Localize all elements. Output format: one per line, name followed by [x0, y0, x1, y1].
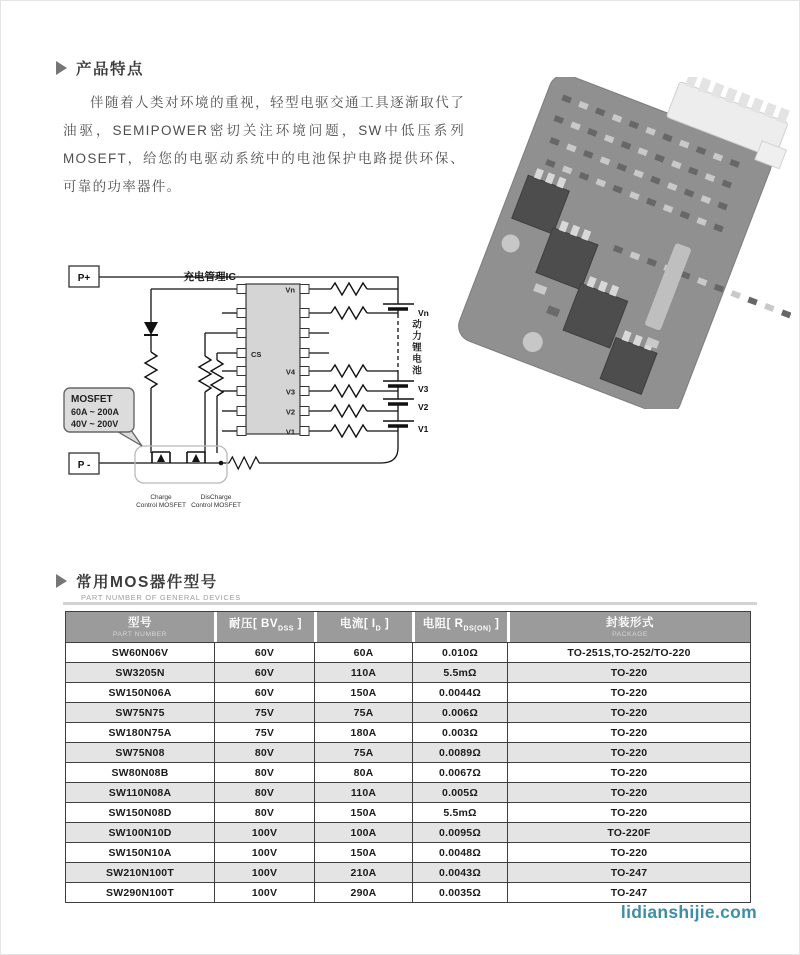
- battery-label-vn: Vn: [418, 308, 429, 318]
- table-cell: SW75N75: [115, 706, 165, 719]
- section-marker-icon: [56, 61, 67, 75]
- table-row: [66, 662, 750, 682]
- table-row: [66, 782, 750, 802]
- callout-current-range: 60A ~ 200A: [71, 407, 119, 417]
- table-cell: 75A: [314, 703, 412, 722]
- ic-pin-v3: V3: [285, 387, 295, 397]
- table-cell: 0.0095Ω: [412, 823, 507, 842]
- table-cell: 80V: [214, 803, 314, 822]
- p-minus-label: P -: [77, 460, 91, 471]
- table-cell: 0.0067Ω: [412, 763, 507, 782]
- column-header-1: 型号 PART NUMBER: [112, 616, 168, 638]
- table-cell: SW75N08: [115, 746, 165, 759]
- table-cell: SW290N100T: [106, 886, 174, 899]
- table-cell: 80A: [314, 763, 412, 782]
- battery-label-v3: V3: [418, 384, 429, 394]
- charge-mosfet-label-1: Charge: [150, 494, 172, 501]
- table-cell: 0.010Ω: [412, 643, 507, 662]
- table-cell: 5.5mΩ: [412, 663, 507, 682]
- table-cell: 75A: [314, 743, 412, 762]
- ic-pin-v4: V4: [285, 367, 295, 377]
- table-row: [66, 802, 750, 822]
- callout-title: MOSFET: [71, 394, 113, 405]
- ic-pin-v2: V2: [285, 407, 295, 417]
- table-cell: SW80N08B: [111, 766, 169, 779]
- table-cell: TO-220: [507, 743, 750, 762]
- table-top-rule: [63, 602, 757, 605]
- table-cell: 150A: [314, 803, 412, 822]
- table-cell: TO-220: [507, 843, 750, 862]
- table-row: [66, 682, 750, 702]
- table-cell: 150A: [314, 683, 412, 702]
- ic-pin-cs: CS: [251, 350, 262, 359]
- column-header-4: 电阻[ $R_{DS(ON)}$ ]: [412, 612, 507, 642]
- ic-pin-vn: Vn: [285, 285, 295, 295]
- table-cell: 0.0035Ω: [412, 883, 507, 902]
- section-title: 产品特点: [76, 61, 145, 78]
- table-cell: 80V: [214, 743, 314, 762]
- table-cell: SW150N06A: [108, 686, 172, 699]
- table-cell: 60V: [214, 643, 314, 662]
- circuit-svg: [31, 256, 429, 522]
- table-cell: TO-220: [507, 803, 750, 822]
- battery-pack-vertical-label: 动力锂电池: [410, 319, 421, 377]
- table-cell: TO-247: [507, 883, 750, 902]
- discharge-mosfet-label-1: DisCharge: [200, 494, 232, 501]
- table-cell: 150A: [314, 843, 412, 862]
- table-cell: TO-247: [507, 863, 750, 882]
- discharge-mosfet-icon: [187, 452, 205, 463]
- table-cell: 60V: [214, 663, 314, 682]
- table-cell: TO-220: [507, 723, 750, 742]
- charge-mosfet-icon: [152, 452, 170, 463]
- table-row: [66, 642, 750, 662]
- table-cell: 0.0089Ω: [412, 743, 507, 762]
- p-plus-label: P+: [77, 273, 91, 284]
- table-cell: 60A: [314, 643, 412, 662]
- table-section-subtitle: PART NUMBER OF GENERAL DEVICES: [81, 593, 241, 602]
- table-cell: TO-220: [507, 783, 750, 802]
- table-cell: 0.0044Ω: [412, 683, 507, 702]
- table-cell: TO-251S,TO-252/TO-220: [507, 643, 750, 662]
- table-cell: 0.005Ω: [412, 783, 507, 802]
- table-row: [66, 882, 750, 902]
- table-cell: 100V: [214, 863, 314, 882]
- pcb-photo: [439, 77, 791, 409]
- table-cell: SW100N10D: [108, 826, 172, 839]
- table-row: [66, 722, 750, 742]
- table-cell: 100V: [214, 823, 314, 842]
- table-cell: 0.003Ω: [412, 723, 507, 742]
- table-cell: TO-220: [507, 763, 750, 782]
- circuit-diagram: [31, 256, 429, 522]
- column-header-5: 封装形式 PACKAGE: [507, 612, 750, 642]
- table-cell: TO-220F: [507, 823, 750, 842]
- table-body: [66, 642, 750, 902]
- table-cell: 110A: [314, 663, 412, 682]
- column-header-2: 耐压[ $BV_{DSS}$ ]: [214, 612, 314, 642]
- table-cell: SW180N75A: [108, 726, 172, 739]
- table-row: [66, 842, 750, 862]
- table-cell: 180A: [314, 723, 412, 742]
- table-cell: 110A: [314, 783, 412, 802]
- table-cell: 0.006Ω: [412, 703, 507, 722]
- table-section-title: 常用MOS器件型号: [76, 574, 218, 591]
- ic-pin-v1: V1: [285, 427, 295, 437]
- table-cell: 5.5mΩ: [412, 803, 507, 822]
- table-cell: 0.0048Ω: [412, 843, 507, 862]
- callout-voltage-range: 40V ~ 200V: [71, 419, 119, 429]
- discharge-mosfet-label-2: Control MOSFET: [191, 502, 241, 509]
- table-cell: TO-220: [507, 663, 750, 682]
- column-header-3: 电流[ $I_D$ ]: [314, 612, 412, 642]
- table-row: [66, 822, 750, 842]
- battery-label-v1: V1: [418, 424, 429, 434]
- table-cell: SW150N10A: [108, 846, 172, 859]
- table-cell: SW210N100T: [106, 866, 174, 879]
- table-header-row: [66, 612, 750, 642]
- table-row: [66, 862, 750, 882]
- table-cell: TO-220: [507, 703, 750, 722]
- diode-icon: [144, 322, 158, 335]
- table-cell: SW3205N: [115, 666, 165, 679]
- table-cell: SW110N08A: [108, 786, 172, 799]
- table-cell: 0.0043Ω: [412, 863, 507, 882]
- section-features: [56, 57, 144, 79]
- mosfet-group-box: [135, 446, 227, 483]
- features-paragraph: 伴随着人类对环境的重视，轻型电驱交通工具逐渐取代了油驱，SEMIPOWER密切关注环境问题，SW中低压系列MOSEFT，给您的电驱动系统中的电池保护电路提供环保、可靠的功率器件。: [63, 95, 465, 194]
- table-row: [66, 702, 750, 722]
- table-cell: 75V: [214, 723, 314, 742]
- table-cell: 75V: [214, 703, 314, 722]
- battery-label-v2: V2: [418, 402, 429, 412]
- table-cell: 80V: [214, 783, 314, 802]
- section-marker-icon: [56, 574, 67, 588]
- table-row: [66, 742, 750, 762]
- table-cell: 100V: [214, 843, 314, 862]
- table-cell: SW60N06V: [111, 646, 169, 659]
- table-cell: 210A: [314, 863, 412, 882]
- charge-mosfet-label-2: Control MOSFET: [136, 502, 186, 509]
- table-cell: 100V: [214, 883, 314, 902]
- mosfet-callout: [64, 388, 142, 446]
- table-cell: 290A: [314, 883, 412, 902]
- table-row: [66, 762, 750, 782]
- table-cell: 60V: [214, 683, 314, 702]
- site-link[interactable]: lidianshijie.com: [620, 902, 757, 922]
- table-cell: 80V: [214, 763, 314, 782]
- section-mos-table: [56, 570, 218, 592]
- table-cell: TO-220: [507, 683, 750, 702]
- table-cell: SW150N08D: [108, 806, 172, 819]
- mos-device-table: [65, 611, 751, 903]
- table-cell: 100A: [314, 823, 412, 842]
- ic-title: 充电管理IC: [183, 271, 236, 283]
